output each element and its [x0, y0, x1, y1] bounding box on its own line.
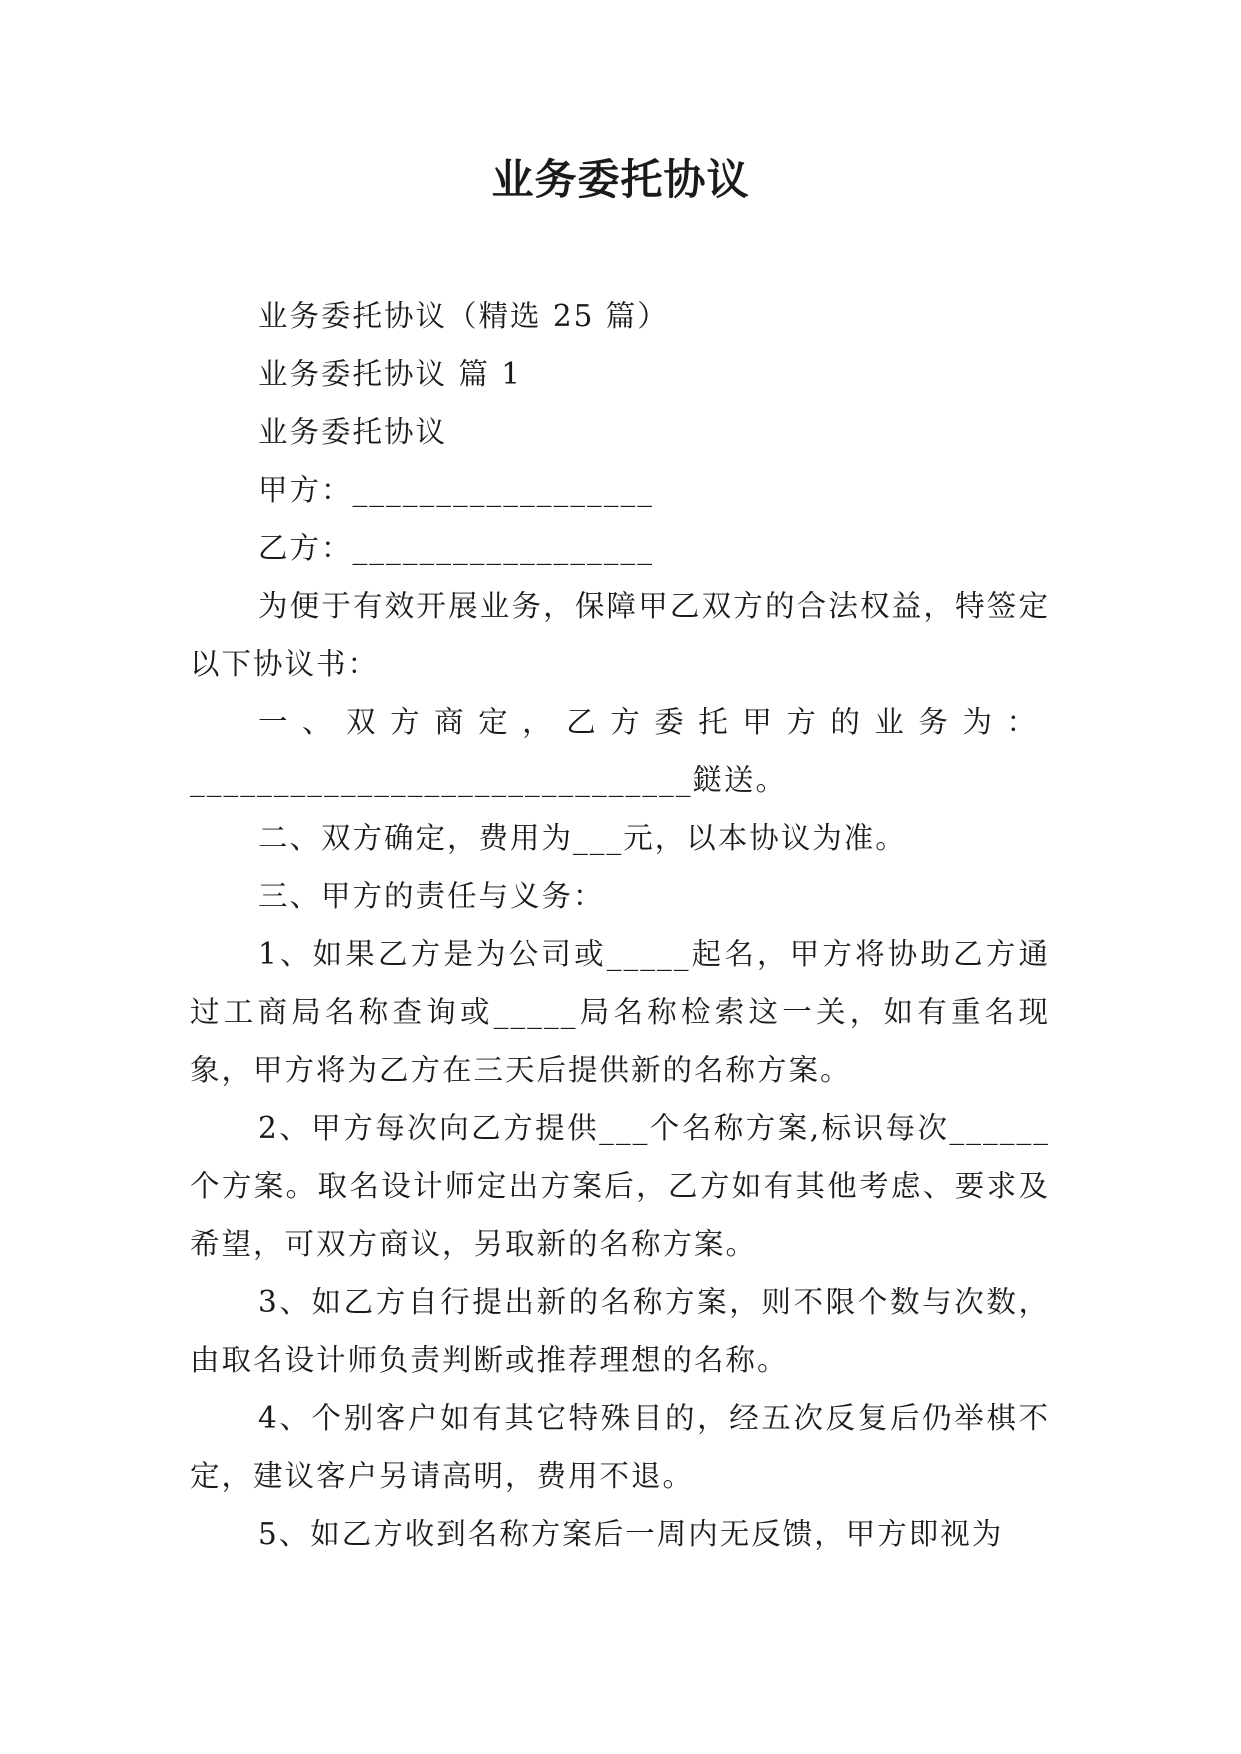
paragraph-party-b: 乙方：__________________ [258, 531, 655, 565]
document-body [190, 287, 1050, 1563]
paragraph-section-heading: 业务委托协议 篇 1 [258, 357, 523, 391]
paragraph-item-2: 2、甲方每次向乙方提供___个名称方案,标识每次______个方案。取名设计师定出方案后，乙方如有其他考虑、要求及希望，可双方商议，另取新的名称方案。 [190, 1111, 1050, 1261]
paragraph-agreement-name: 业务委托协议 [258, 415, 448, 449]
paragraph-clause-1: 一、双方商定，乙方委托甲方的业务为： [258, 705, 1050, 739]
paragraph-subtitle: 业务委托协议（精选 25 篇） [258, 299, 669, 333]
paragraph-item-3: 3、如乙方自行提出新的名称方案，则不限个数与次数，由取名设计师负责判断或推荐理想的名称。 [190, 1285, 1050, 1377]
paragraph-preamble: 为便于有效开展业务，保障甲乙双方的合法权益，特签定以下协议书： [190, 589, 1050, 681]
paragraph-item-4: 4、个别客户如有其它特殊目的，经五次反复后仍举棋不定，建议客户另请高明，费用不退。 [190, 1401, 1050, 1493]
paragraph-clause-2: 二、双方确定，费用为___元，以本协议为准。 [258, 821, 907, 855]
document-title: 业务委托协议 [491, 155, 750, 204]
paragraph-clause-1-blank: ______________________________鎹送。 [190, 763, 788, 797]
paragraph-item-5: 5、如乙方收到名称方案后一周内无反馈，甲方即视为 [258, 1517, 1004, 1551]
paragraph-party-a: 甲方：__________________ [258, 473, 655, 507]
paragraph-clause-3: 三、甲方的责任与义务： [258, 879, 605, 913]
paragraph-item-1: 1、如果乙方是为公司或_____起名，甲方将协助乙方通过工商局名称查询或_____局名称检索这一关，如有重名现象，甲方将为乙方在三天后提供新的名称方案。 [190, 937, 1050, 1087]
